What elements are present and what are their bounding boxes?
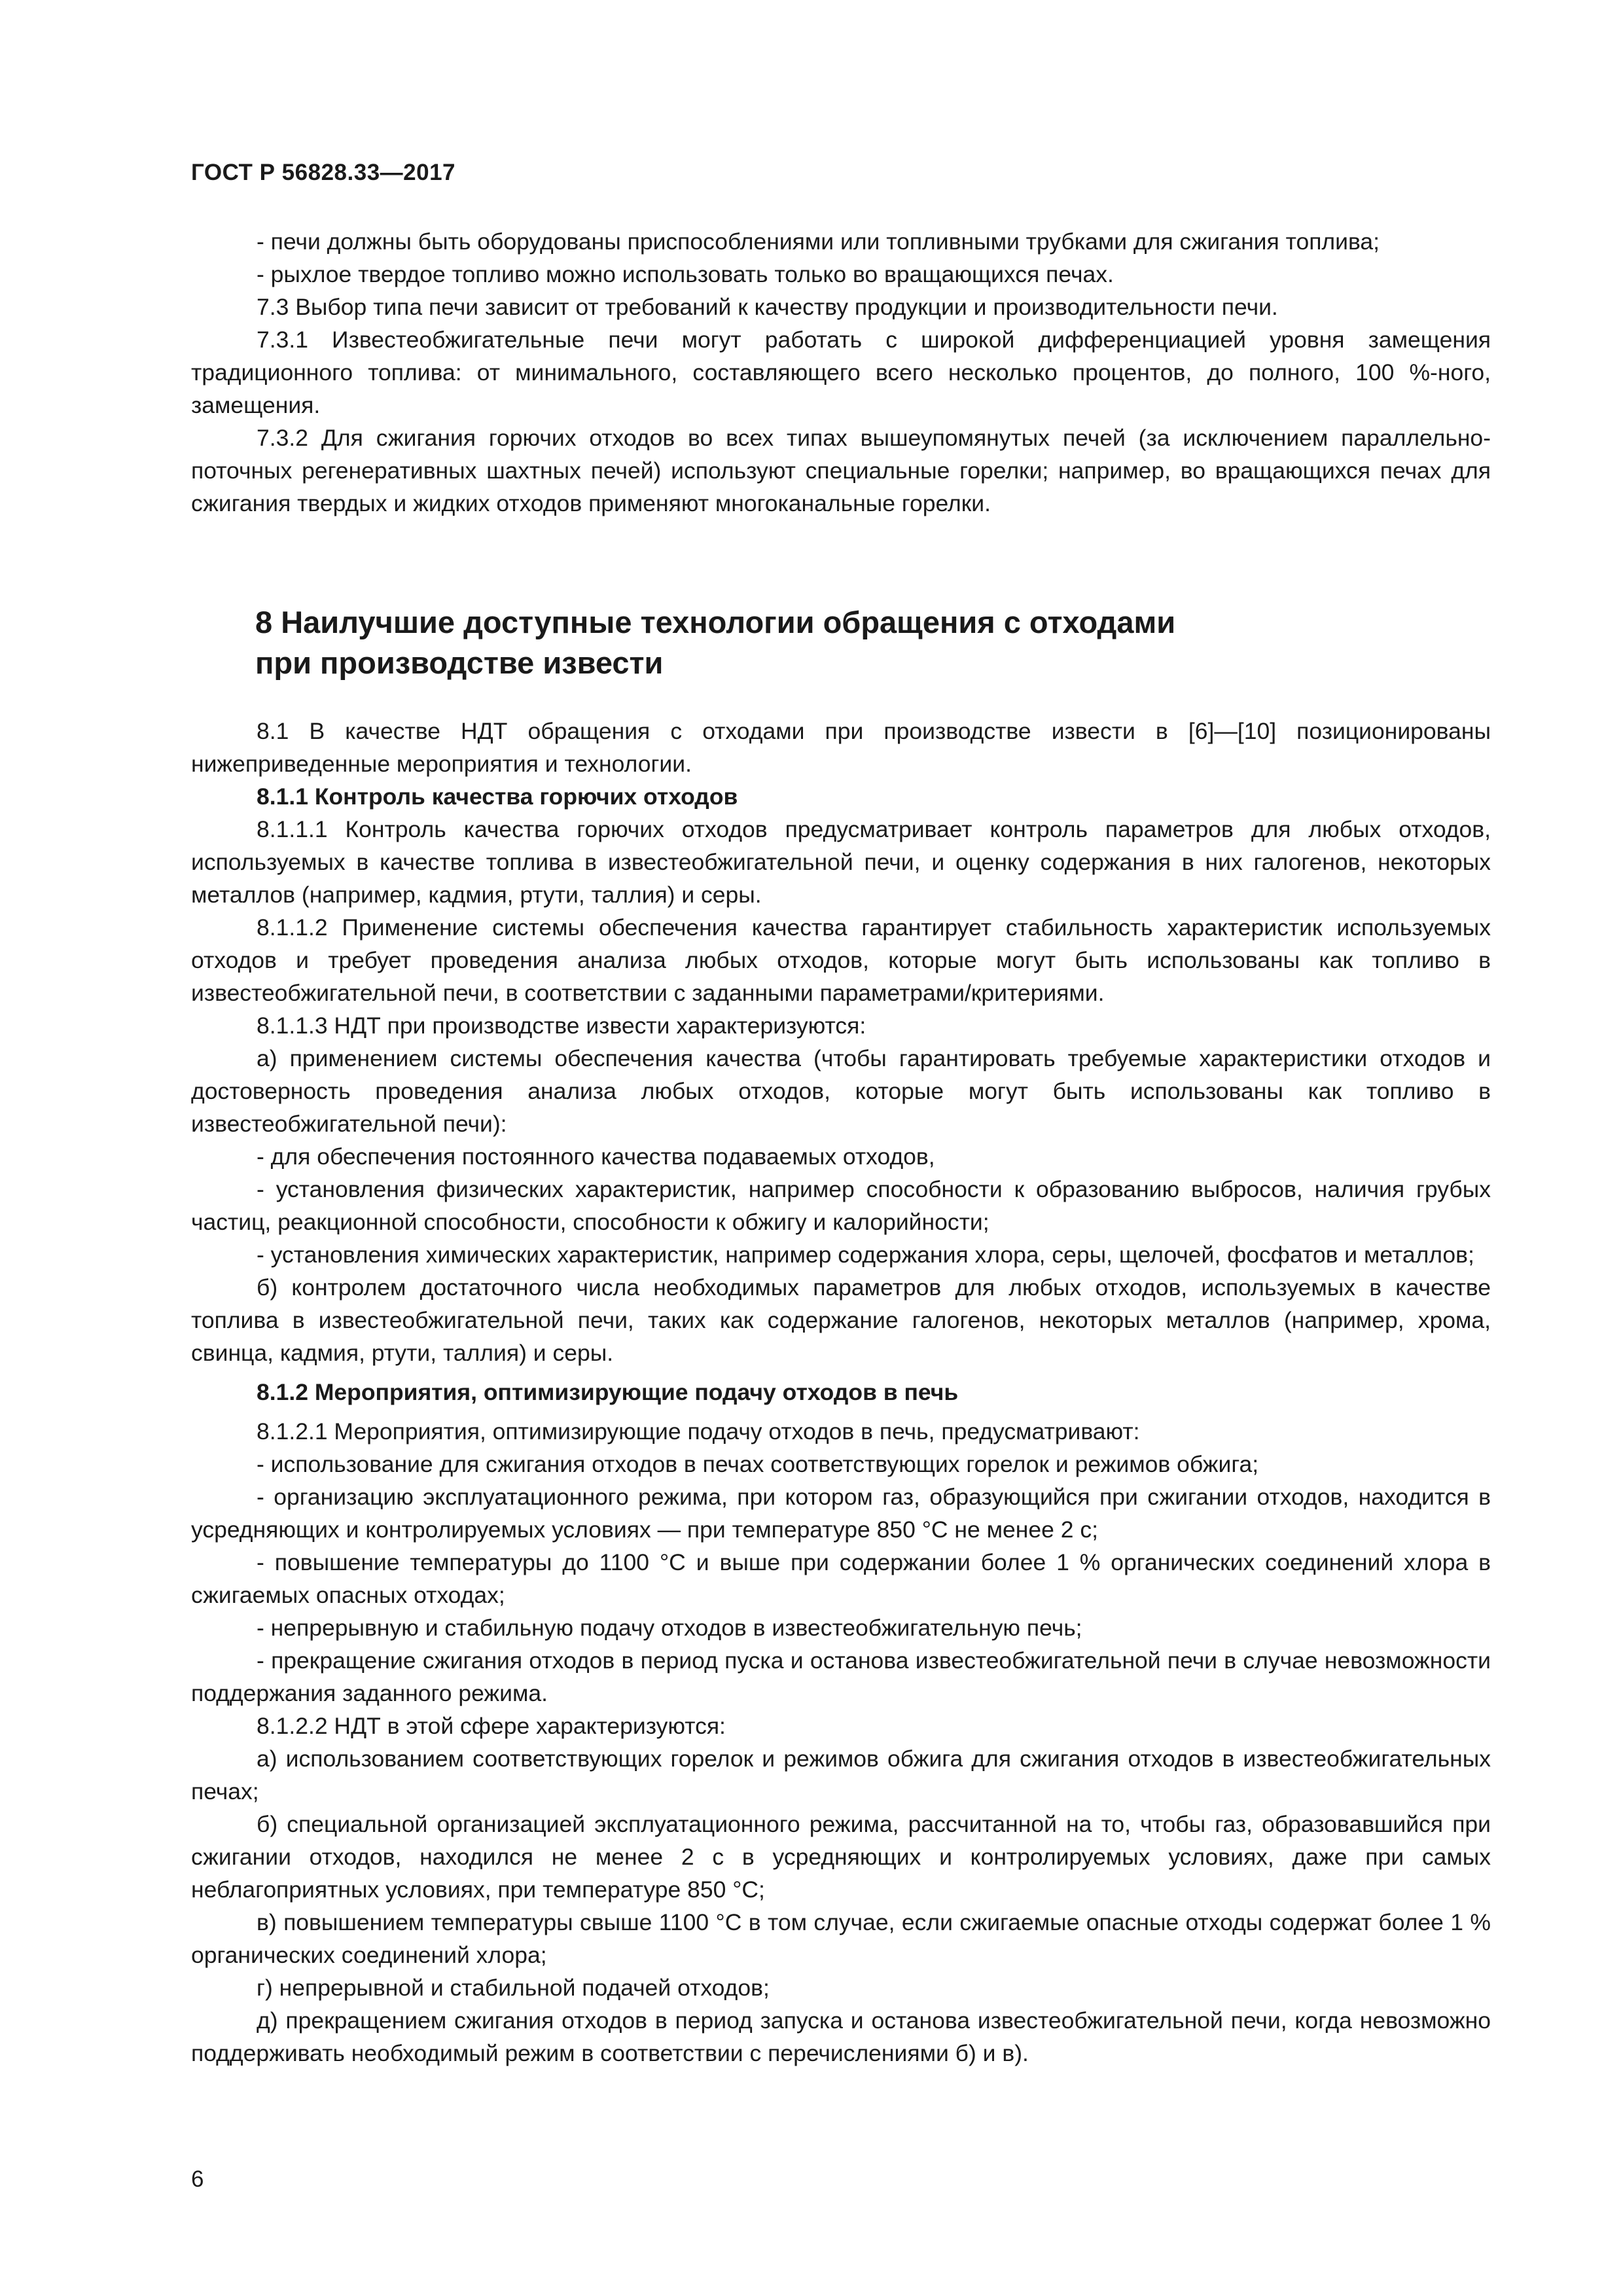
list-item: д) прекращением сжигания отходов в период запуска и останова известеобжигательной печи, когда невозможно поддерживать необходимый режим в соответствии с перечислениями б) и в).: [191, 2007, 1491, 2066]
list-item: - непрерывную и стабильную подачу отходов в известеобжигательную печь;: [257, 1615, 1082, 1641]
list-item: г) непрерывной и стабильной подачей отходов;: [257, 1975, 770, 2001]
section-title-line-2: при производстве извести: [255, 645, 664, 680]
list-item: б) специальной организацией эксплуатационного режима, рассчитанной на то, чтобы газ, образовавшийся при сжигании отходов, находился не менее 2 с в усредняющих и контролируемых условиях, даже при самых неблагоприятных условиях, при температуре 850 °С;: [191, 1811, 1491, 1903]
list-item: б) контролем достаточного числа необходимых параметров для любых отходов, используемых в качестве топлива в известеобжигательной печи, таких как содержание галогенов, некоторых металлов (например, хрома, свинца, кадмия, ртути, таллия) и серы.: [191, 1274, 1491, 1366]
paragraph: 8.1.1.2 Применение системы обеспечения качества гарантирует стабильность характеристик используемых отходов и требует проведения анализа любых отходов, которые могут быть использованы как топливо в известеобжигательной печи, в соответствии с заданными параметрами/критериями.: [191, 914, 1491, 1006]
subsection-heading: 8.1.2 Мероприятия, оптимизирующие подачу отходов в печь: [257, 1379, 959, 1405]
list-item: в) повышением температуры свыше 1100 °С в том случае, если сжигаемые опасные отходы содержат более 1 % органических соединений хлора;: [191, 1909, 1491, 1968]
paragraph: 8.1.1.1 Контроль качества горючих отходов предусматривает контроль параметров для любых отходов, используемых в качестве топлива в известеобжигательной печи, и оценку содержания в них галогенов, некоторых металлов (например, кадмия, ртути, таллия) и серы.: [191, 816, 1491, 908]
section-title-line-1: 8 Наилучшие доступные технологии обращения с отходами: [255, 605, 1176, 639]
list-item: - использование для сжигания отходов в печах соответствующих горелок и режимов обжига;: [257, 1451, 1259, 1477]
list-item: - установления химических характеристик, например содержания хлора, серы, щелочей, фосфатов и металлов;: [257, 1242, 1474, 1268]
text-block-section-8: [191, 715, 1491, 2070]
list-item: а) применением системы обеспечения качества (чтобы гарантировать требуемые характеристики отходов и достоверность проведения анализа любых отходов, которые могут быть использованы как топливо в известеобжигательной печи):: [191, 1045, 1491, 1137]
text-block-intro: [191, 225, 1491, 520]
paragraph: 7.3.2 Для сжигания горючих отходов во всех типах вышеупомянутых печей (за исключением параллельно-поточных регенеративных шахтных печей) используют специальные горелки; например, во вращающихся печах для сжигания твердых и жидких отходов применяют многоканальные горелки.: [191, 425, 1491, 516]
list-item: - установления физических характеристик, например способности к образованию выбросов, наличия грубых частиц, реакционной способности, способности к обжигу и калорийности;: [191, 1176, 1491, 1235]
section-8-title: [255, 602, 1368, 683]
paragraph: 7.3.1 Известеобжигательные печи могут работать с широкой дифференциацией уровня замещения традиционного топлива: от минимального, составляющего всего несколько процентов, до полного, 100 %-ного, замещения.: [191, 327, 1491, 418]
list-item: - прекращение сжигания отходов в период пуска и останова известеобжигательной печи в случае невозможности поддержания заданного режима.: [191, 1647, 1491, 1706]
document-header: ГОСТ Р 56828.33—2017: [191, 160, 456, 185]
page-number: 6: [191, 2166, 204, 2192]
list-item: - организацию эксплуатационного режима, при котором газ, образующийся при сжигании отходов, находится в усредняющих и контролируемых условиях — при температуре 850 °С не менее 2 с;: [191, 1484, 1491, 1543]
paragraph: 8.1.2.2 НДТ в этой сфере характеризуются:: [257, 1713, 726, 1739]
paragraph: 7.3 Выбор типа печи зависит от требований к качеству продукции и производительности печи.: [257, 294, 1278, 320]
paragraph: - рыхлое твердое топливо можно использовать только во вращающихся печах.: [257, 261, 1114, 287]
paragraph: - печи должны быть оборудованы приспособлениями или топливными трубками для сжигания топлива;: [257, 228, 1380, 255]
paragraph: 8.1.1.3 НДТ при производстве извести характеризуются:: [257, 1013, 866, 1039]
list-item: - для обеспечения постоянного качества подаваемых отходов,: [257, 1143, 935, 1170]
subsection-heading: 8.1.1 Контроль качества горючих отходов: [257, 783, 738, 810]
list-item: а) использованием соответствующих горелок и режимов обжига для сжигания отходов в известеобжигательных печах;: [191, 1746, 1491, 1804]
list-item: - повышение температуры до 1100 °С и выше при содержании более 1 % органических соединений хлора в сжигаемых опасных отходах;: [191, 1549, 1491, 1608]
paragraph: 8.1 В качестве НДТ обращения с отходами при производстве извести в [6]—[10] позиционированы нижеприведенные мероприятия и технологии.: [191, 718, 1491, 777]
paragraph: 8.1.2.1 Мероприятия, оптимизирующие подачу отходов в печь, предусматривают:: [257, 1418, 1140, 1444]
